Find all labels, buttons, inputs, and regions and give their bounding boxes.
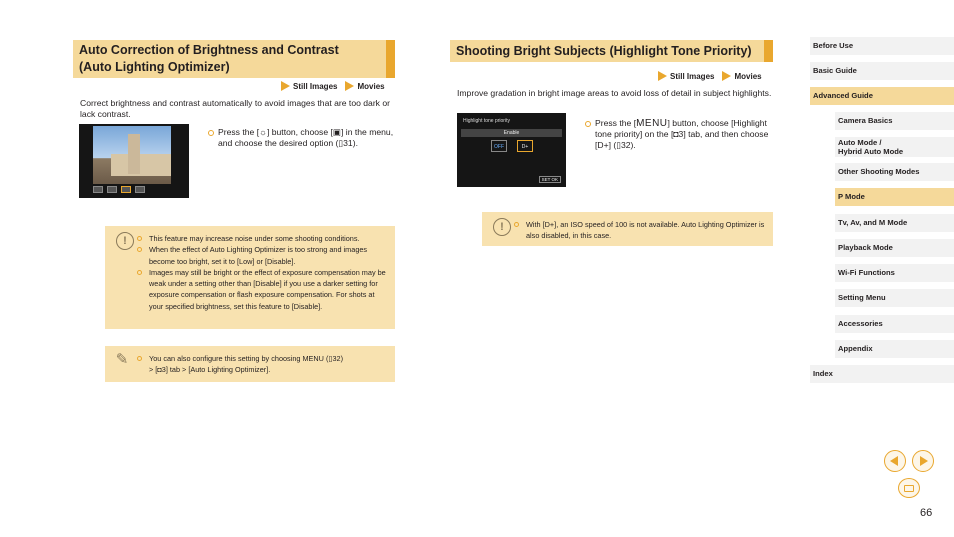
lcd-option-off: OFF [491,140,507,152]
caution-box-left [105,226,395,329]
mode-movies: Movies [734,71,762,81]
mode-still-images: Still Images [670,71,715,81]
nav-wifi-functions[interactable]: Wi-Fi Functions [835,264,954,282]
camera-tab-icon: ◘ [673,129,679,139]
triangle-icon [722,71,731,81]
mode-indicators-left [281,81,385,91]
book-icon: ▯ [328,354,333,363]
caution-icon: ! [116,232,134,250]
nav-appendix[interactable]: Appendix [835,340,954,358]
left-icon-column [80,127,92,183]
home-button[interactable] [898,478,920,498]
book-icon: ▯ [616,140,621,150]
camera-tab-icon: ◘ [157,365,162,375]
page-ref-32[interactable]: 32 [332,354,341,363]
func-set-icon: ☼ [259,127,267,137]
nav-setting-menu[interactable]: Setting Menu [835,289,954,307]
arrow-left-icon [890,456,898,466]
bullet-icon [208,130,214,136]
next-page-button[interactable] [912,450,934,472]
camera-home-icon [904,485,914,492]
mode-still-images: Still Images [293,81,338,91]
list-item: This feature may increase noise under some shooting conditions. [135,233,390,244]
bullet-icon [585,121,591,127]
nav-p-mode[interactable]: P Mode [835,188,954,206]
nav-tv-av-m-mode[interactable]: Tv, Av, and M Mode [835,214,954,232]
step-right: Press the [MENU] button, choose [Highlight tone priority] on the [◘3] tab, and then choose [D+] (▯32). [585,118,775,151]
nav-before-use[interactable]: Before Use [810,37,954,55]
nav-auto-mode[interactable]: Auto Mode / Hybrid Auto Mode [835,137,954,157]
camera-screen-image-right [457,113,566,187]
hint-box-left [105,346,395,382]
lcd-bar: Enable [461,129,562,137]
pencil-icon: ✎ [115,351,129,368]
caution-box-right [482,212,773,246]
triangle-icon [281,81,290,91]
list-item: Images may still be bright or the effect of exposure compensation may be weak under a setting other than [Disable] if you use a darker setting for exposure compensation or flash exposure compensation. For shots at your specified brightness, set this feature to [Disable]. [135,267,390,312]
scene-photo [93,126,171,184]
heading-line-2: (Auto Lighting Optimizer) [79,60,230,74]
list-item: When the effect of Auto Lighting Optimizer is too strong and images become too bright, set it to [Low] or [Disable]. [135,244,390,267]
prev-page-button[interactable] [884,450,906,472]
page-number: 66 [920,507,933,519]
caution-icon: ! [493,218,511,236]
section-heading-auto-lighting [73,40,395,78]
lcd-set-ok: SET OK [539,176,561,183]
mode-movies: Movies [357,81,385,91]
lcd-title: Highlight tone priority [463,118,510,124]
list-item: With [D+], an ISO speed of 100 is not available. Auto Lighting Optimizer is also disabled, in this case. [512,219,767,242]
arrow-right-icon [920,456,928,466]
intro-text-right: Improve gradation in bright image areas to avoid loss of detail in subject highlights. [457,88,772,98]
alo-icon: ▣ [332,127,342,137]
lcd-option-on: D+ [517,140,533,152]
page-ref-32[interactable]: 32 [620,140,631,150]
nav-camera-basics[interactable]: Camera Basics [835,112,954,130]
menu-button-label: MENU [636,118,668,129]
nav-basic-guide[interactable]: Basic Guide [810,62,954,80]
mode-indicators-right [658,71,762,81]
section-heading-highlight-tone: Shooting Bright Subjects (Highlight Tone Priority) [450,40,773,62]
camera-screen-image-left [79,124,189,198]
triangle-icon [345,81,354,91]
triangle-icon [658,71,667,81]
nav-advanced-guide[interactable]: Advanced Guide [810,87,954,105]
list-item: You can also configure this setting by choosing MENU (▯32) > [◘3] tab > [Auto Lighting Optimizer]. [135,353,390,376]
book-icon: ▯ [338,138,344,148]
nav-index[interactable]: Index [810,365,954,383]
heading-line-1: Auto Correction of Brightness and Contrast [79,43,339,57]
intro-text-left: Correct brightness and contrast automatically to avoid images that are too dark or lack contrast. [80,98,391,119]
nav-other-shooting-modes[interactable]: Other Shooting Modes [835,163,954,181]
option-bar [93,186,153,195]
nav-accessories[interactable]: Accessories [835,315,954,333]
right-icon-column [175,127,187,183]
nav-playback-mode[interactable]: Playback Mode [835,239,954,257]
page-ref-31[interactable]: 31 [343,138,353,148]
step-left: Press the [☼] button, choose [▣] in the menu, and choose the desired option (▯31). [208,127,398,149]
